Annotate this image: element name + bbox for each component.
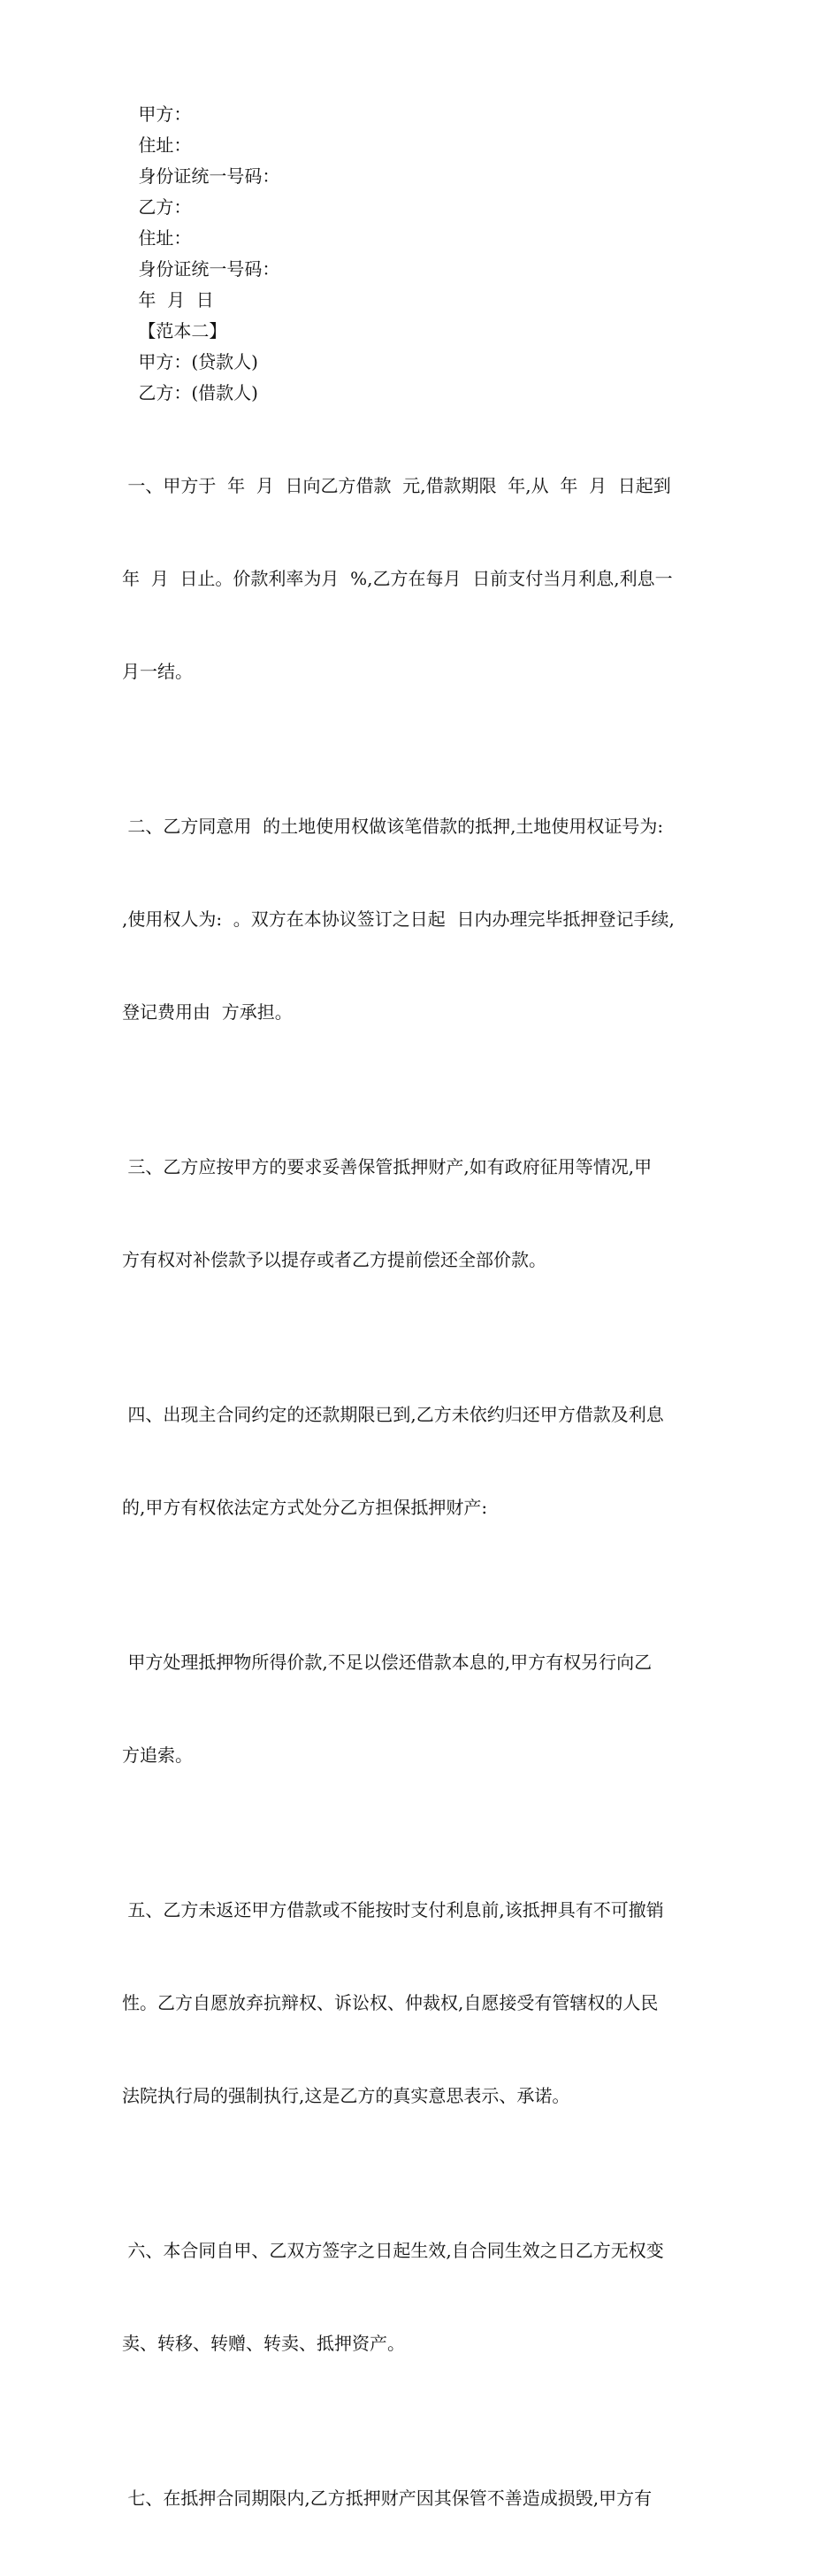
clause-2-line-2: ,使用权人为: 。双方在本协议签订之日起 日内办理完毕抵押登记手续, — [122, 908, 675, 930]
clause-5-line-3: 法院执行局的强制执行,这是乙方的真实意思表示、承诺。 — [122, 2085, 570, 2106]
clause-5 — [122, 1833, 723, 2174]
lender-label: 甲方：(贷款人) — [133, 351, 258, 372]
party-a-label: 甲方： — [133, 104, 192, 125]
clause-2 — [122, 749, 723, 1090]
clause-3 — [122, 1090, 723, 1338]
clause-1-line-2: 年 月 日止。价款利率为月 %,乙方在每月 日前支付当月利息,利息一 — [122, 568, 673, 589]
template-title: 【范本二】 — [133, 320, 227, 341]
clause-1-line-1: 一、甲方于 年 月 日向乙方借款 元,借款期限 年,从 年 月 日起到 — [122, 475, 671, 496]
party-b-label: 乙方： — [133, 196, 192, 218]
clause-5-line-1: 五、乙方未返还甲方借款或不能按时支付利息前,该抵押具有不可撤销 — [122, 1899, 664, 1920]
date-line: 年 月 日 — [133, 289, 214, 310]
clause-2-line-1: 二、乙方同意用 的土地使用权做该笔借款的抵押,土地使用权证号为: — [122, 816, 664, 837]
clause-6-line-2: 卖、转移、转赠、转卖、抵押资产。 — [122, 2333, 405, 2354]
clause-5-line-2: 性。乙方自愿放弃抗辩权、诉讼权、仲裁权,自愿接受有管辖权的人民 — [122, 1992, 659, 2013]
clause-6 — [122, 2174, 723, 2421]
clause-1-line-3: 月一结。 — [122, 661, 193, 682]
clause-3-line-2: 方有权对补偿款予以提存或者乙方提前偿还全部价款。 — [122, 1249, 546, 1270]
clause-1 — [122, 409, 723, 749]
clause-4-note — [122, 1585, 723, 1833]
clause-7-line-1: 七、在抵押合同期限内,乙方抵押财产因其保管不善造成损毁,甲方有 — [122, 2488, 653, 2509]
address-a-label: 住址： — [133, 134, 192, 156]
clause-4-line-2: 的,甲方有权依法定方式处分乙方担保抵押财产: — [122, 1497, 488, 1518]
clause-7 — [122, 2421, 723, 2576]
clause-3-line-1: 三、乙方应按甲方的要求妥善保管抵押财产,如有政府征用等情况,甲 — [122, 1156, 653, 1177]
id-b-label: 身份证统一号码： — [133, 258, 280, 280]
address-b-label: 住址： — [133, 227, 192, 249]
clause-2-line-3: 登记费用由 方承担。 — [122, 1001, 293, 1023]
clause-6-line-1: 六、本合同自甲、乙双方签字之日起生效,自合同生效之日乙方无权变 — [122, 2240, 664, 2261]
borrower-label: 乙方：(借款人) — [133, 382, 258, 403]
clause-4-line-1: 四、出现主合同约定的还款期限已到,乙方未依约归还甲方借款及利息 — [122, 1404, 664, 1425]
document-page — [122, 99, 723, 2576]
id-a-label: 身份证统一号码： — [133, 165, 280, 187]
clause-4 — [122, 1338, 723, 1585]
clause-4-note-line-1: 甲方处理抵押物所得价款,不足以偿还借款本息的,甲方有权另行向乙 — [122, 1652, 653, 1673]
clause-4-note-line-2: 方追索。 — [122, 1744, 193, 1766]
